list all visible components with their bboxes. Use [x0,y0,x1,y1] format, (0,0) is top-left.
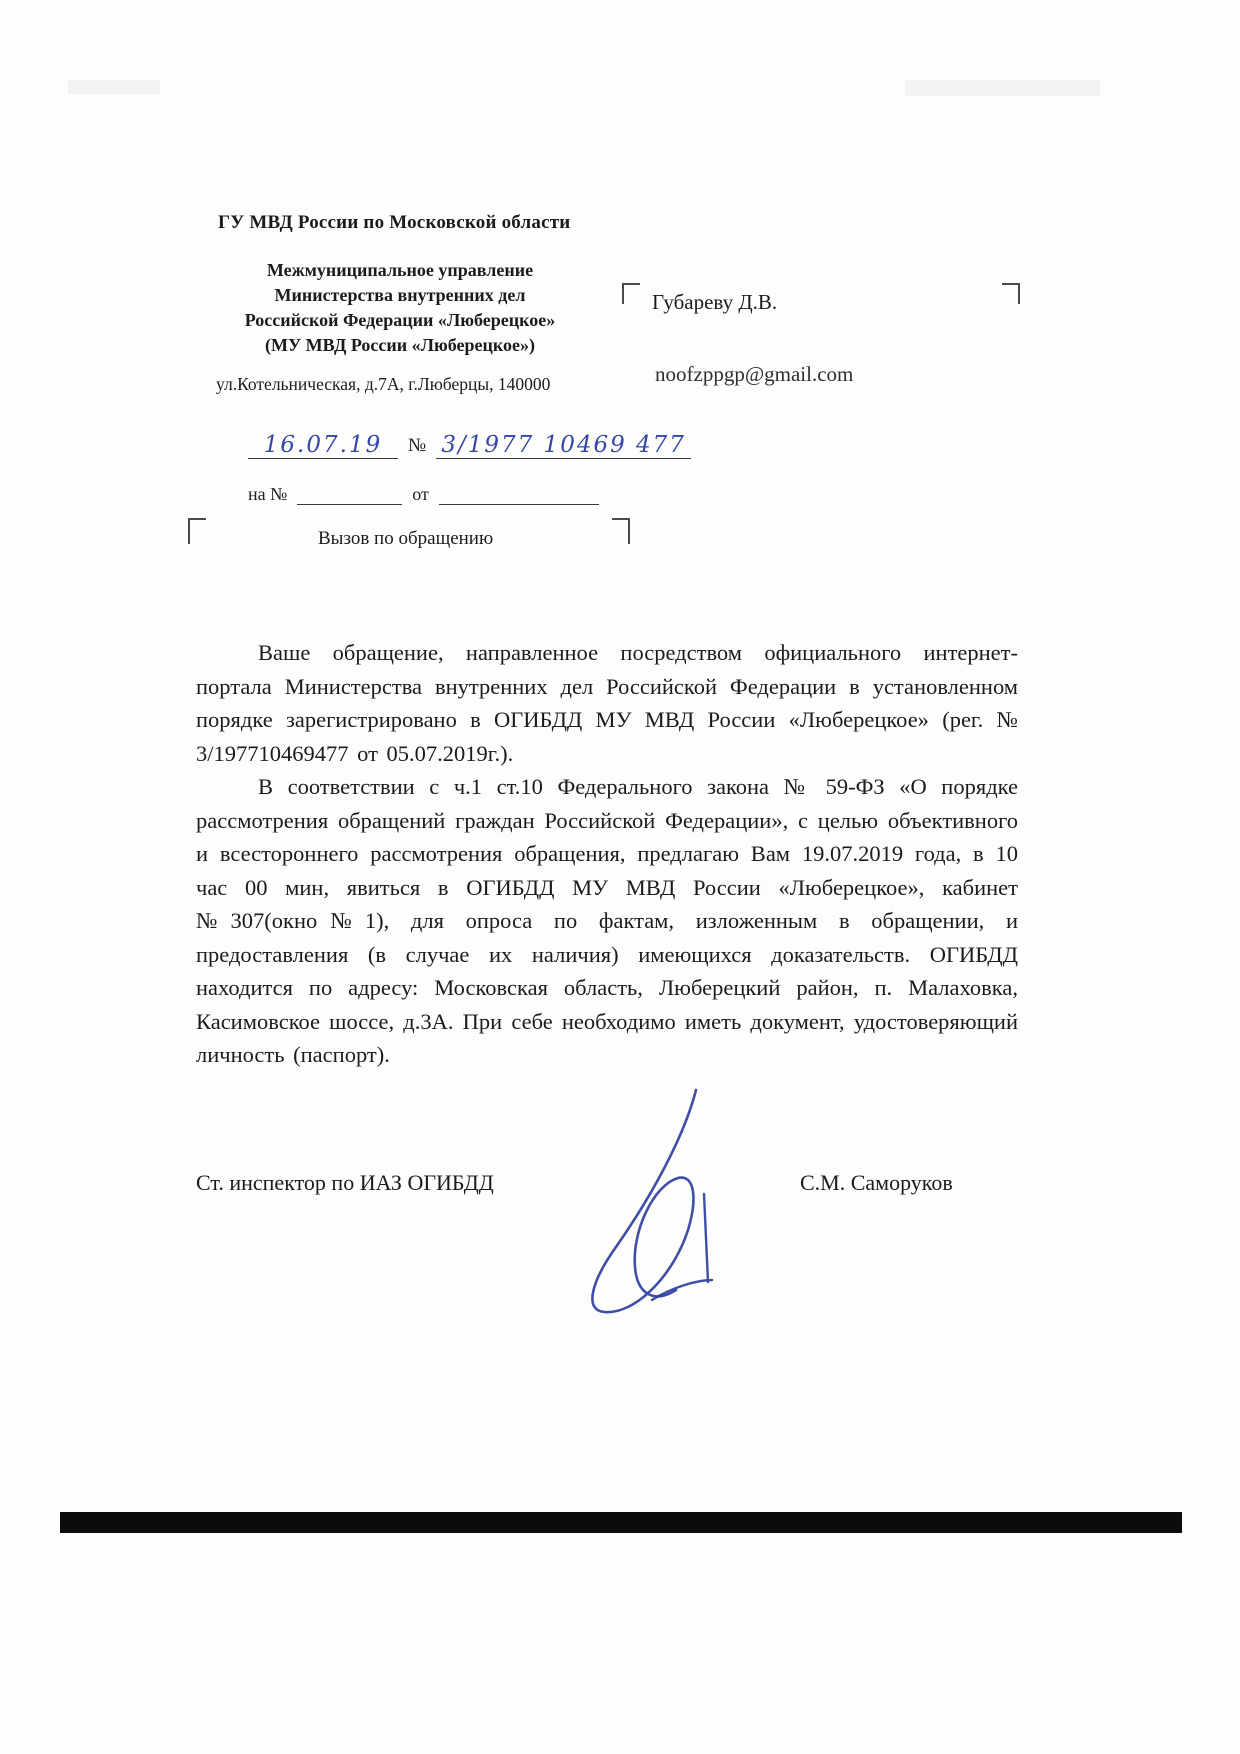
sender-department-line: Российской Федерации «Люберецкое» [244,310,556,330]
recipient-name: Губареву Д.В. [652,290,778,314]
sender-address: ул.Котельническая, д.7А, г.Люберцы, 140000 [216,374,551,394]
signer-name: С.М. Саморуков [800,1170,953,1195]
sender-organization: ГУ МВД России по Московской области [218,212,571,233]
sender-department [214,258,586,358]
reply-from-label: от [412,484,429,504]
handwritten-number: 3/1977 10469 477 [441,432,686,458]
reply-reference-line [248,484,599,505]
date-field [248,432,398,459]
sender-department-line: Министерства внутренних дел [274,285,526,305]
signer-position: Ст. инспектор по ИАЗ ОГИБДД [196,1170,494,1195]
blank-line [297,488,402,505]
signature-ink [556,1082,751,1322]
sender-department-line: (МУ МВД России «Люберецкое») [264,335,536,355]
corner-mark [188,518,206,544]
letter-body [196,636,1018,1072]
reference-line [248,432,691,459]
sender-department-line: Межмуниципальное управление [266,260,534,280]
number-sign: № [408,435,427,456]
corner-mark [622,283,640,304]
recipient-email: noofzppgp@gmail.com [655,362,854,386]
reply-to-label: на № [248,484,288,504]
body-paragraph: В соответствии с ч.1 ст.10 Федерального закона № 59-ФЗ «О порядке рассмотрения обращений граждан Российской Федерации», с целью объективного и всестороннего рассмотрения обращения, предлагаю Вам 19.07.2019 года, в 10 час 00 мин, явиться в ОГИБДД МУ МВД России «Люберецкое», кабинет №307(окно№1), для опроса по фактам, изложенным в обращении, и предоставления (в случае их наличия) имеющихся доказательств. ОГИБДД находится по адресу: Московская область, Люберецкий район, п. Малаховка, Касимовское шоссе, д.3А. При себе необходимо иметь документ, удостоверяющий личность (паспорт). [196,774,1018,1067]
subject-line: Вызов по обращению [318,528,494,549]
number-field [436,432,691,459]
corner-mark [612,518,630,544]
body-paragraph: Ваше обращение, направленное посредством официального интернет-портала Министерства внутренних дел Российской Федерации в установленном порядке зарегистрировано в ОГИБДД МУ МВД России «Люберецкое» (рег. № 3/197710469477 от 05.07.2019г.). [196,640,1018,766]
corner-mark [1002,283,1020,304]
blank-line [439,488,599,505]
scan-black-bar [60,1512,1182,1533]
handwritten-date: 16.07.19 [263,432,383,458]
scan-artifact [68,80,160,94]
scan-artifact [905,80,1100,96]
